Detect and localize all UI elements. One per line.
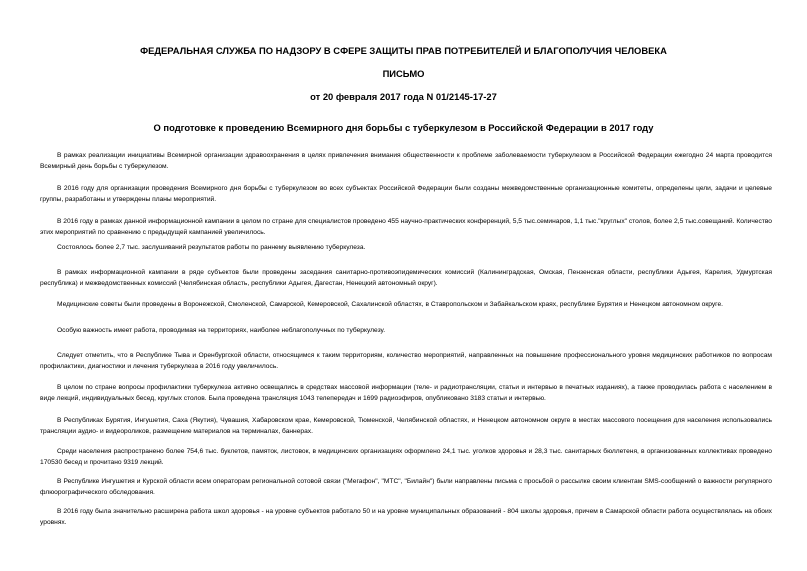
document-subject: О подготовке к проведению Всемирного дня борьбы с туберкулезом в Российской Федерации в 2017 году bbox=[153, 122, 654, 133]
paragraph: В 2016 году в рамках данной информационной кампании в целом по стране для специалистов проведено 455 научно-практических конференций, 5,5 тыс.семинаров, 1,1 тыс."круглых" столов, более 2,5 тыс.совещаний. Количество этих мероприятий по сравнению с предыдущей кампанией увеличилось. bbox=[40, 218, 772, 236]
paragraph: Особую важность имеет работа, проводимая на территориях, наиболее неблагополучных по туберкулезу. bbox=[57, 327, 386, 334]
paragraph: Среди населения распространено более 754,6 тыс. буклетов, памяток, листовок, в медицинских организациях оформлено 24,1 тыс. уголков здоровья и 28,3 тыс. санитарных бюллетеня, в организованных коллективах проведено 170530 бесед и прочитано 9319 лекций. bbox=[40, 448, 772, 466]
paragraph: В рамках реализации инициативы Всемирной организации здравоохранения в целях привлечения внимания общественности к проблеме заболеваемости туберкулезом в Российской Федерации ежегодно 24 марта проводится Всемирный день борьбы с туберкулезом. bbox=[40, 152, 772, 170]
agency-title: ФЕДЕРАЛЬНАЯ СЛУЖБА ПО НАДЗОРУ В СФЕРЕ ЗАЩИТЫ ПРАВ ПОТРЕБИТЕЛЕЙ И БЛАГОПОЛУЧИЯ ЧЕЛОВЕКА bbox=[140, 45, 667, 56]
paragraph: В 2016 году для организации проведения Всемирного дня борьбы с туберкулезом во всех субъектах Российской Федерации были созданы межведомственные организационные комитеты, определены цели, задачи и целевые группы, разработаны и утверждены планы мероприятий. bbox=[40, 185, 772, 203]
paragraph: В целом по стране вопросы профилактики туберкулеза активно освещались в средствах массовой информации (теле- и радиотрансляции, статьи и интервью в печатных изданиях), а также проводилась работа с населением в виде лекций, индивидуальных бесед, круглых столов. Была проведена трансляция 1043 телепередач и 1699 радиоэфиров, опубликовано 3183 статьи и интервью. bbox=[40, 384, 772, 402]
paragraph: Состоялось более 2,7 тыс. заслушиваний результатов работы по раннему выявлению туберкулеза. bbox=[57, 244, 366, 251]
paragraph: Следует отметить, что в Республике Тыва и Оренбургской области, относящимся к таким территориям, количество мероприятий, направленных на повышение профессионального уровня медицинских работников по вопросам профилактики, диагностики и лечения туберкулеза в 2016 году увеличилось. bbox=[40, 352, 772, 370]
document-date-number: от 20 февраля 2017 года N 01/2145-17-27 bbox=[310, 91, 497, 102]
paragraph: Медицинские советы были проведены в Воронежской, Смоленской, Самарской, Кемеровской, Сахалинской областях, в Ставропольском и Забайкальском краях, республике Бурятия и Ненецком автономном округе. bbox=[57, 301, 724, 308]
paragraph: В Республике Ингушетия и Курской области всем операторам региональной сотовой связи ("Мегафон", "МТС", "Билайн") были направлены письма с просьбой о рассылке своим клиентам SMS-сообщений о важности регулярного флюорографического обследования. bbox=[40, 478, 772, 496]
paragraph: В рамках информационной кампании в ряде субъектов были проведены заседания санитарно-противоэпидемических комиссий (Калининградская, Омская, Пензенская области, республики Адыгея, Карелия, Удмуртская республика) и межведомственных комиссий (Челябинская область, республики Адыгея, Дагестан, Ненецкий автономный округ). bbox=[40, 269, 772, 287]
document-type: ПИСЬМО bbox=[382, 68, 425, 79]
paragraph: В Республиках Бурятия, Ингушетия, Саха (Якутия), Чувашия, Хабаровском крае, Кемеровской, Тюменской, Челябинской областях, и Ненецком автономном округе в местах массового посещения для населения использовались трансляции аудио- и видеороликов, размещение материалов на терминалах, баннерах. bbox=[40, 417, 772, 435]
paragraph: В 2016 году была значительно расширена работа школ здоровья - на уровне субъектов работало 50 и на уровне муниципальных образований - 804 школы здоровья, причем в Самарской области работа осуществлялась на обоих уровнях. bbox=[40, 508, 772, 526]
